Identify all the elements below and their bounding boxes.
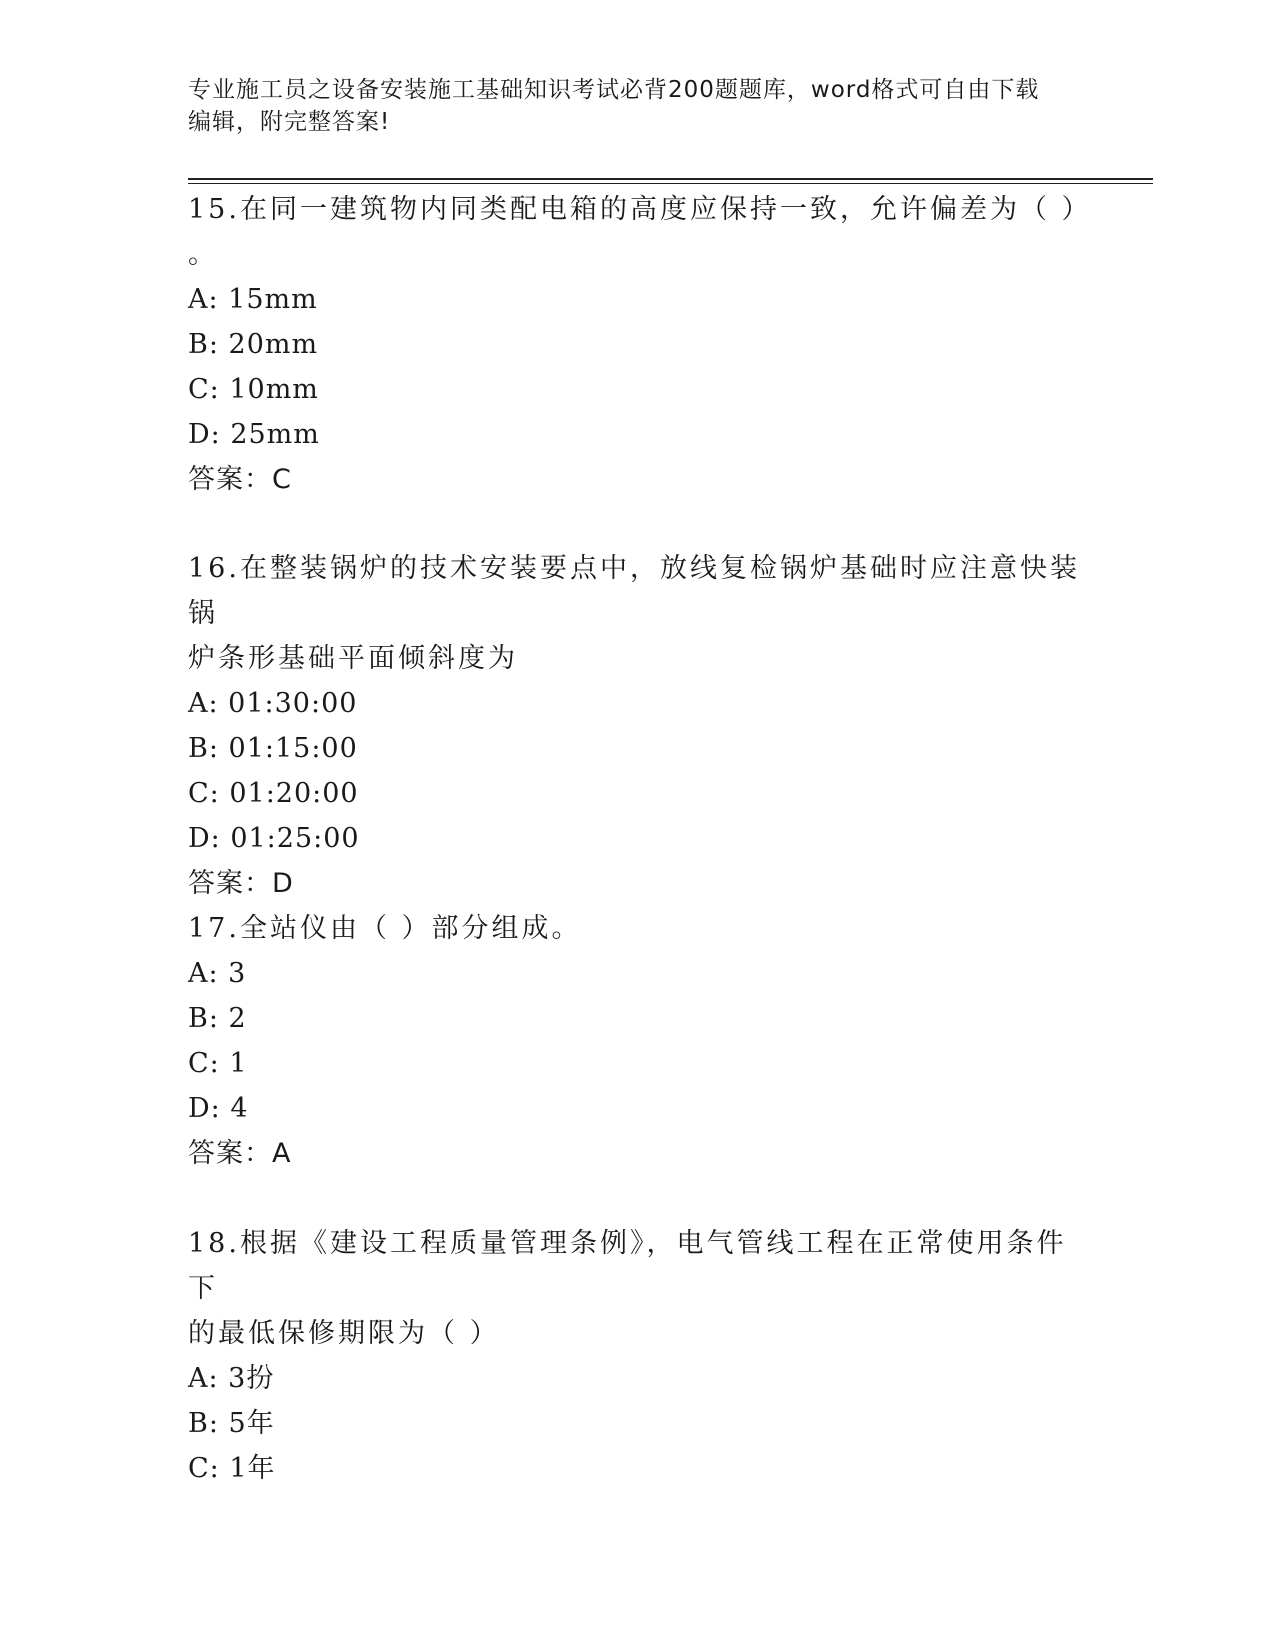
question-17	[188, 906, 1088, 1176]
question-stem: 16.在整装锅炉的技术安装要点中，放线复检锅炉基础时应注意快装锅	[188, 553, 1080, 629]
option-a: A: 01:30:00	[188, 688, 358, 719]
option-b: B: 01:15:00	[188, 733, 358, 764]
option-a: A: 3	[188, 958, 247, 989]
question-stem: 17.全站仪由（ ）部分组成。	[188, 913, 582, 944]
header-line-1: 专业施工员之设备安装施工基础知识考试必背200题题库，word格式可自由下载	[188, 77, 1040, 103]
option-b: B: 5年	[188, 1408, 275, 1439]
answer: 答案：A	[188, 1138, 292, 1169]
question-18	[188, 1221, 1088, 1491]
answer: 答案：D	[188, 868, 294, 899]
question-16	[188, 546, 1088, 906]
option-c: C: 1	[188, 1048, 248, 1079]
header-divider-thin	[188, 183, 1153, 184]
document-header	[188, 74, 1068, 138]
answer: 答案：C	[188, 464, 292, 495]
option-d: D: 25mm	[188, 419, 320, 450]
question-stem: 15.在同一建筑物内同类配电箱的高度应保持一致，允许偏差为（ ）	[188, 194, 1092, 225]
option-a: A: 3扮	[188, 1363, 275, 1394]
question-stem-continued: 炉条形基础平面倾斜度为	[188, 643, 518, 674]
question-stem-continued: 的最低保修期限为（ ）	[188, 1318, 500, 1349]
option-d: D: 4	[188, 1093, 249, 1124]
option-c: C: 10mm	[188, 374, 319, 405]
option-d: D: 01:25:00	[188, 823, 360, 854]
question-15	[188, 187, 1092, 502]
option-c: C: 1年	[188, 1453, 276, 1484]
option-b: B: 20mm	[188, 329, 319, 360]
header-divider-thick	[188, 178, 1153, 180]
question-stem-continued: 。	[188, 239, 218, 270]
option-a: A: 15mm	[188, 284, 318, 315]
option-c: C: 01:20:00	[188, 778, 359, 809]
question-stem: 18.根据《建设工程质量管理条例》，电气管线工程在正常使用条件下	[188, 1228, 1067, 1304]
header-line-2: 编辑，附完整答案!	[188, 109, 391, 135]
option-b: B: 2	[188, 1003, 247, 1034]
